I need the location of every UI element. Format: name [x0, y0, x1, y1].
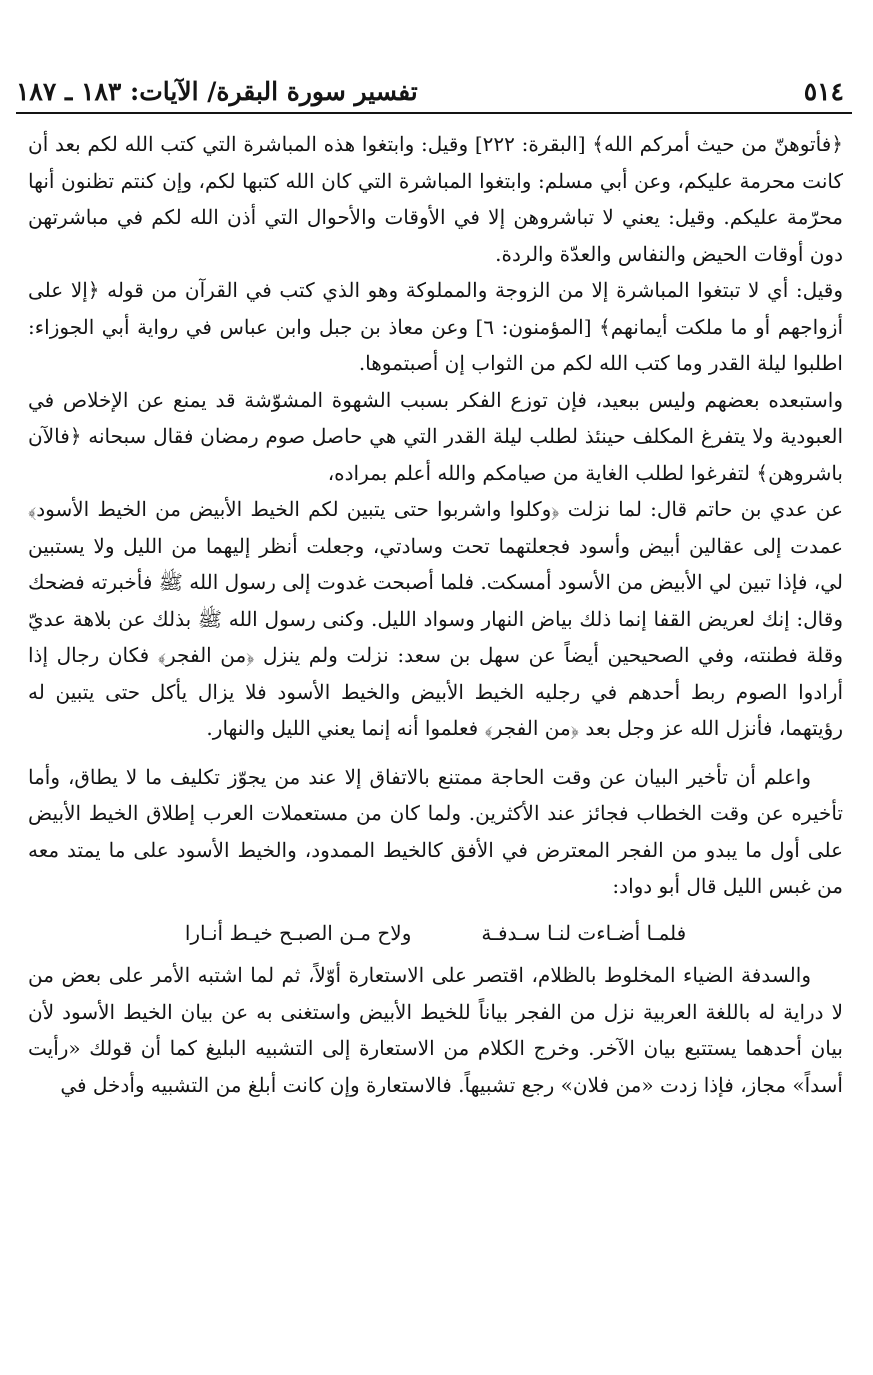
paragraph: واستبعده بعضهم وليس ببعيد، فإن توزع الفكر بسبب الشهوة المشوّشة قد يمنع عن الإخلاص في العبودية ولا يتفرغ المكلف حينئذ لطلب ليلة القدر التي هي حاصل صوم رمضان فقال سبحانه ﴿فالآن باشروهن﴾ لتفرغوا لطلب الغاية من صيامكم والله أعلم بمراده، [28, 387, 843, 485]
verse-second-hemistich: ولاح مـن الصبـح خيـط أنـارا [184, 920, 412, 945]
paragraph: والسدفة الضياء المخلوط بالظلام، اقتصر على الاستعارة أوّلاً، ثم لما اشتبه الأمر على بعض من لا دراية له باللغة العربية نزل من الفجر بياناً للخيط الأبيض واستغنى به عن بيان الخيط الأسود لأن بيان أحدهما يستتبع بيان الآخر. وخرج الكلام من الاستعارة إلى التشبيه البليغ كما أن قولك «رأيت أسداً» مجاز، فإذا زدت «من فلان» رجع تشبيهاً. فالاستعارة وإن كانت أبلغ من التشبيه وأدخل في [28, 963, 843, 1097]
paragraph: واعلم أن تأخير البيان عن وقت الحاجة ممتنع بالاتفاق إلا عند من يجوّز تكليف ما لا يطاق، وأما تأخيره عن وقت الخطاب فجائز عند الأكثرين. ولما كان من مستعملات العرب إطلاق الخيط الأبيض على أول ما يبدو من الفجر المعترض في الأفق كالخيط الممدود، والخيط الأسود على ما يمتد معه من غبس الليل قال أبو دواد: [28, 764, 843, 898]
page-body [28, 126, 843, 1103]
paragraph: ﴿فأتوهنّ من حيث أمركم الله﴾ [البقرة: ٢٢٢] وقيل: وابتغوا هذه المباشرة التي كتب الله لكم بعد أن كانت محرمة عليكم، وعن أبي مسلم: وابتغوا المباشرة التي كان الله كتبها لكم، وإن كنتم تظنون أنها محرّمة عليكم. وقيل: يعني لا تباشروهن إلا في الأوقات والأحوال التي أذن الله لكم في مباشرتهن دون أوقات الحيض والنفاس والعدّة والردة. [28, 132, 843, 266]
poem-verse [28, 915, 843, 952]
running-title: تفسير سورة البقرة/ الآيات: ١٨٣ ـ ١٨٧ [16, 76, 418, 106]
page-header [16, 72, 844, 110]
header-divider [16, 112, 852, 114]
paragraph: وقيل: أي لا تبتغوا المباشرة إلا من الزوجة والمملوكة وهو الذي كتب في القرآن من قوله ﴿إلا على أزواجهم أو ما ملكت أيمانهم﴾ [المؤمنون: ٦] وعن معاذ بن جبل وابن عباس في رواية أبي الجوزاء: اطلبوا ليلة القدر وما كتب الله لكم من الثواب إن أصبتموها. [28, 278, 844, 375]
verse-first-hemistich: فلمـا أضـاءت لنـا سـدفـة [481, 920, 687, 945]
page-number: ٥١٤ [803, 76, 844, 106]
paragraph: عن عدي بن حاتم قال: لما نزلت ﴿وكلوا واشربوا حتى يتبين لكم الخيط الأبيض من الخيط الأسود﴾ عمدت إلى عقالين أبيض وأسود فجعلتهما تحت وسادتي، وجعلت أنظر إليهما من الليل ولا يستبين لي، فإذا تبين لي الأبيض من الأسود أمسكت. فلما أصبحت غدوت إلى رسول الله ﷺ فأخبرته فضحك وقال: إنك لعريض القفا إنما ذلك بياض النهار وسواد الليل. وكنى رسول الله ﷺ بذلك عن بلاهة عديّ وقلة فطنته، وفي الصحيحين أيضاً عن سهل بن سعد: نزلت ولم ينزل ﴿من الفجر﴾ فكان رجال إذا أرادوا الصوم ربط أحدهم في رجليه الخيط الأبيض والخيط الأسود فلا يزال يأكل حتى يتبين له رؤيتهما، فأنزل الله عز وجل بعد ﴿من الفجر﴾ فعلموا أنه إنما يعني الليل والنهار. [28, 497, 843, 740]
